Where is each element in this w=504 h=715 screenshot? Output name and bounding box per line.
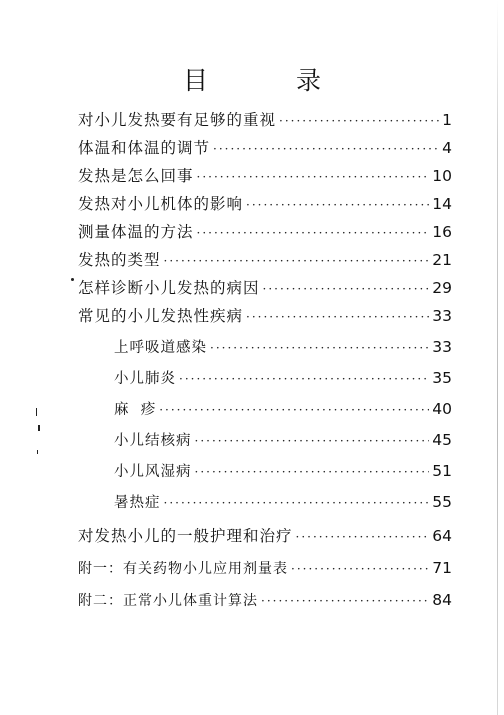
- toc-entry: [78, 524, 452, 548]
- toc-entry-page: 84: [432, 591, 452, 609]
- toc-entry-title: 发热的类型: [78, 251, 161, 269]
- toc-entry-title: 附二：正常小儿体重计算法: [78, 593, 258, 609]
- toc-appendix: [78, 588, 452, 612]
- toc-entry-page: 33: [432, 338, 452, 356]
- toc-entry: [78, 248, 452, 272]
- toc-entry-title: 常见的小儿发热性疾病: [78, 307, 244, 325]
- dot-leader: [296, 525, 430, 549]
- toc-entry-page: 51: [432, 462, 452, 480]
- toc-entry-page: 4: [442, 139, 452, 157]
- toc-entry-title: 暑热症: [114, 495, 161, 511]
- scan-speck: [36, 408, 37, 416]
- toc-entry: [78, 220, 452, 244]
- toc-entry-title: 麻 疹: [114, 402, 157, 418]
- dot-leader: [291, 557, 429, 581]
- toc-entry: [78, 304, 452, 328]
- dot-leader: [195, 429, 430, 453]
- toc-subentry: [114, 428, 452, 452]
- toc-entry-title: 上呼吸道感染: [114, 340, 207, 356]
- dot-leader: [197, 221, 430, 245]
- dot-leader: [164, 491, 430, 515]
- toc-entry-title: 小儿肺炎: [114, 371, 176, 387]
- toc-entry-page: 71: [432, 559, 452, 577]
- toc-entry-page: 33: [432, 307, 452, 325]
- dot-leader: [213, 137, 439, 161]
- toc-entry-page: 14: [432, 195, 452, 213]
- toc-entry-title: 对小儿发热要有足够的重视: [78, 111, 277, 129]
- toc-entry-title: 对发热小儿的一般护理和治疗: [78, 527, 293, 545]
- dot-leader: [261, 589, 429, 613]
- toc-entry: [78, 276, 452, 300]
- toc-entry-title: 小儿结核病: [114, 433, 192, 449]
- toc-entry-page: 21: [432, 251, 452, 269]
- toc-entry-title: 发热是怎么回事: [78, 167, 194, 185]
- toc-entry-page: 55: [432, 493, 452, 511]
- dot-leader: [210, 336, 429, 360]
- scan-speck: [37, 450, 38, 454]
- dot-leader: [279, 109, 439, 133]
- toc-entry: [78, 192, 452, 216]
- dot-leader: [263, 277, 430, 301]
- toc-subentry: [114, 335, 452, 359]
- dot-leader: [246, 305, 429, 329]
- toc-entry-title: 测量体温的方法: [78, 223, 194, 241]
- toc-entry: [78, 108, 452, 132]
- scan-edge-line: [497, 0, 498, 715]
- toc-entry-title: 怎样诊断小儿发热的病因: [78, 279, 260, 297]
- toc-subentry: [114, 397, 452, 421]
- scan-speck: [71, 278, 74, 281]
- toc-entry-page: 45: [432, 431, 452, 449]
- toc-entry: [78, 136, 452, 160]
- toc-entry-page: 64: [432, 527, 452, 545]
- toc-subentry: [114, 490, 452, 514]
- toc-entry-page: 16: [432, 223, 452, 241]
- toc-entry-page: 40: [432, 400, 452, 418]
- dot-leader: [159, 398, 429, 422]
- toc-entry-title: 小儿风湿病: [114, 464, 192, 480]
- toc-entry-title: 附一：有关药物小儿应用剂量表: [78, 561, 288, 577]
- toc-appendix: [78, 556, 452, 580]
- toc-entry-title: 体温和体温的调节: [78, 139, 211, 157]
- toc-entry-page: 35: [432, 369, 452, 387]
- toc-subentry: [114, 459, 452, 483]
- dot-leader: [197, 165, 430, 189]
- dot-leader: [195, 460, 430, 484]
- toc-entry-page: 1: [442, 111, 452, 129]
- toc-subentry: [114, 366, 452, 390]
- toc-entry-page: 10: [432, 167, 452, 185]
- page-title: 目 录: [183, 65, 361, 95]
- dot-leader: [164, 249, 430, 273]
- dot-leader: [246, 193, 429, 217]
- scan-speck: [38, 425, 40, 431]
- dot-leader: [179, 367, 429, 391]
- toc-entry-page: 29: [432, 279, 452, 297]
- toc-entry-title: 发热对小儿机体的影响: [78, 195, 244, 213]
- toc-entry: [78, 164, 452, 188]
